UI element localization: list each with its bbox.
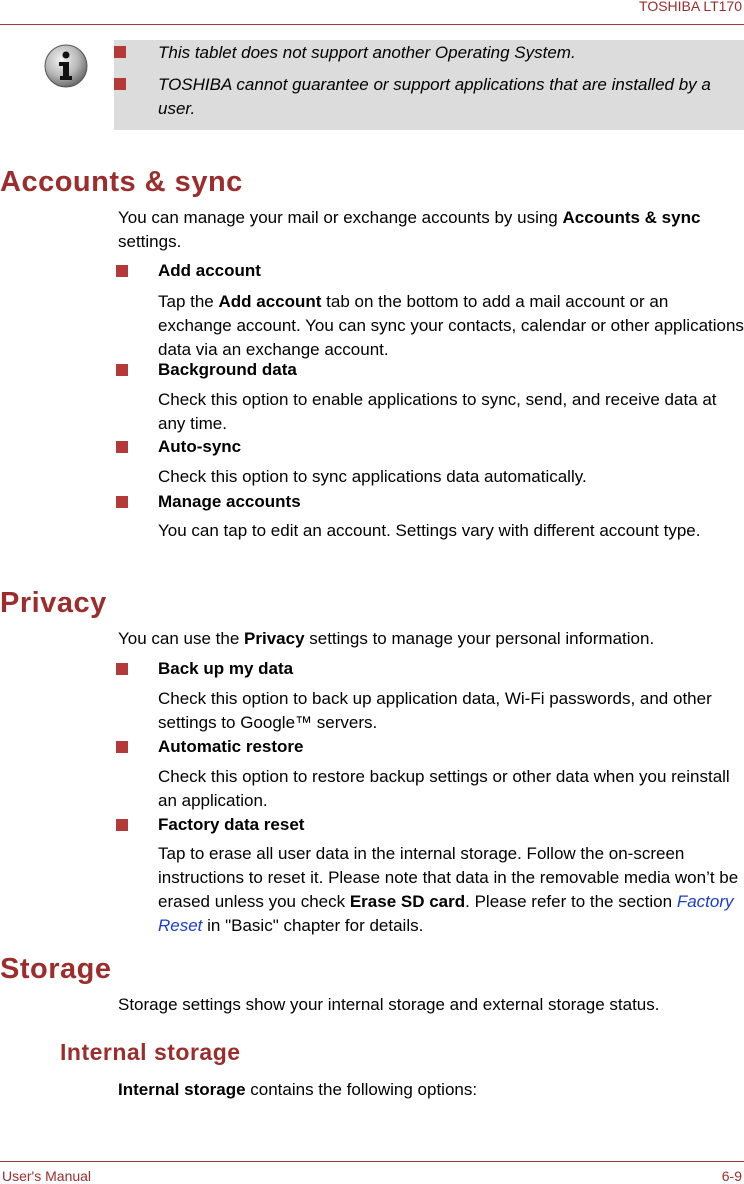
item-term: Auto-sync — [158, 437, 242, 456]
bullet — [116, 663, 128, 675]
internal-storage-intro: Internal storage contains the following options: — [118, 1080, 478, 1099]
note-item: This tablet does not support another Operating System. — [158, 43, 576, 62]
footer-left: User's Manual — [2, 1168, 92, 1184]
item-desc: Check this option to restore backup settings or other data when you reinstall an application. — [158, 767, 730, 810]
item-term: Add account — [158, 261, 261, 280]
storage-intro: Storage settings show your internal storage and external storage status. — [118, 995, 660, 1014]
footer-rule — [0, 1161, 744, 1162]
running-header: TOSHIBA LT170 — [639, 0, 742, 14]
info-icon — [44, 44, 88, 88]
item-desc: Check this option to back up application data, Wi-Fi passwords, and other settings to Google™ servers. — [158, 689, 712, 732]
bullet — [116, 496, 128, 508]
section-heading-privacy: Privacy — [0, 587, 107, 619]
item-term: Back up my data — [158, 659, 294, 678]
note-box — [114, 40, 744, 130]
item-desc: Check this option to sync applications data automatically. — [158, 467, 587, 486]
item-term: Background data — [158, 360, 297, 379]
page-number: 6-9 — [721, 1168, 742, 1184]
section-heading-storage: Storage — [0, 953, 112, 985]
item-desc: Check this option to enable applications to sync, send, and receive data at any time. — [158, 390, 717, 433]
bullet — [114, 46, 126, 58]
item-term: Automatic restore — [158, 737, 304, 756]
item-term: Manage accounts — [158, 492, 301, 511]
bullet — [116, 265, 128, 277]
item-desc: You can tap to edit an account. Settings vary with different account type. — [158, 521, 701, 540]
factory-reset-link[interactable]: Factory Reset — [158, 892, 734, 935]
item-desc: Tap to erase all user data in the internal storage. Follow the on-screen instructions to reset it. Please note that data in the removable media won’t be erased unless you check Erase SD card. Please refer to the section Factory Reset in "Basic" chapter for details. — [158, 844, 739, 935]
bullet — [116, 819, 128, 831]
accounts-intro: You can manage your mail or exchange accounts by using Accounts & sync settings. — [118, 208, 701, 251]
item-term: Factory data reset — [158, 815, 305, 834]
section-heading-accounts: Accounts & sync — [0, 166, 243, 198]
privacy-intro: You can use the Privacy settings to manage your personal information. — [118, 629, 655, 648]
bullet — [116, 741, 128, 753]
bullet — [114, 78, 126, 90]
bullet — [116, 441, 128, 453]
subsection-heading-internal-storage: Internal storage — [60, 1039, 241, 1065]
header-rule — [0, 24, 744, 25]
bullet — [116, 364, 128, 376]
item-desc: Tap the Add account tab on the bottom to add a mail account or an exchange account. You can sync your contacts, calendar or other applications data via an exchange account. — [158, 292, 744, 359]
note-item: TOSHIBA cannot guarantee or support applications that are installed by a user. — [158, 75, 711, 118]
